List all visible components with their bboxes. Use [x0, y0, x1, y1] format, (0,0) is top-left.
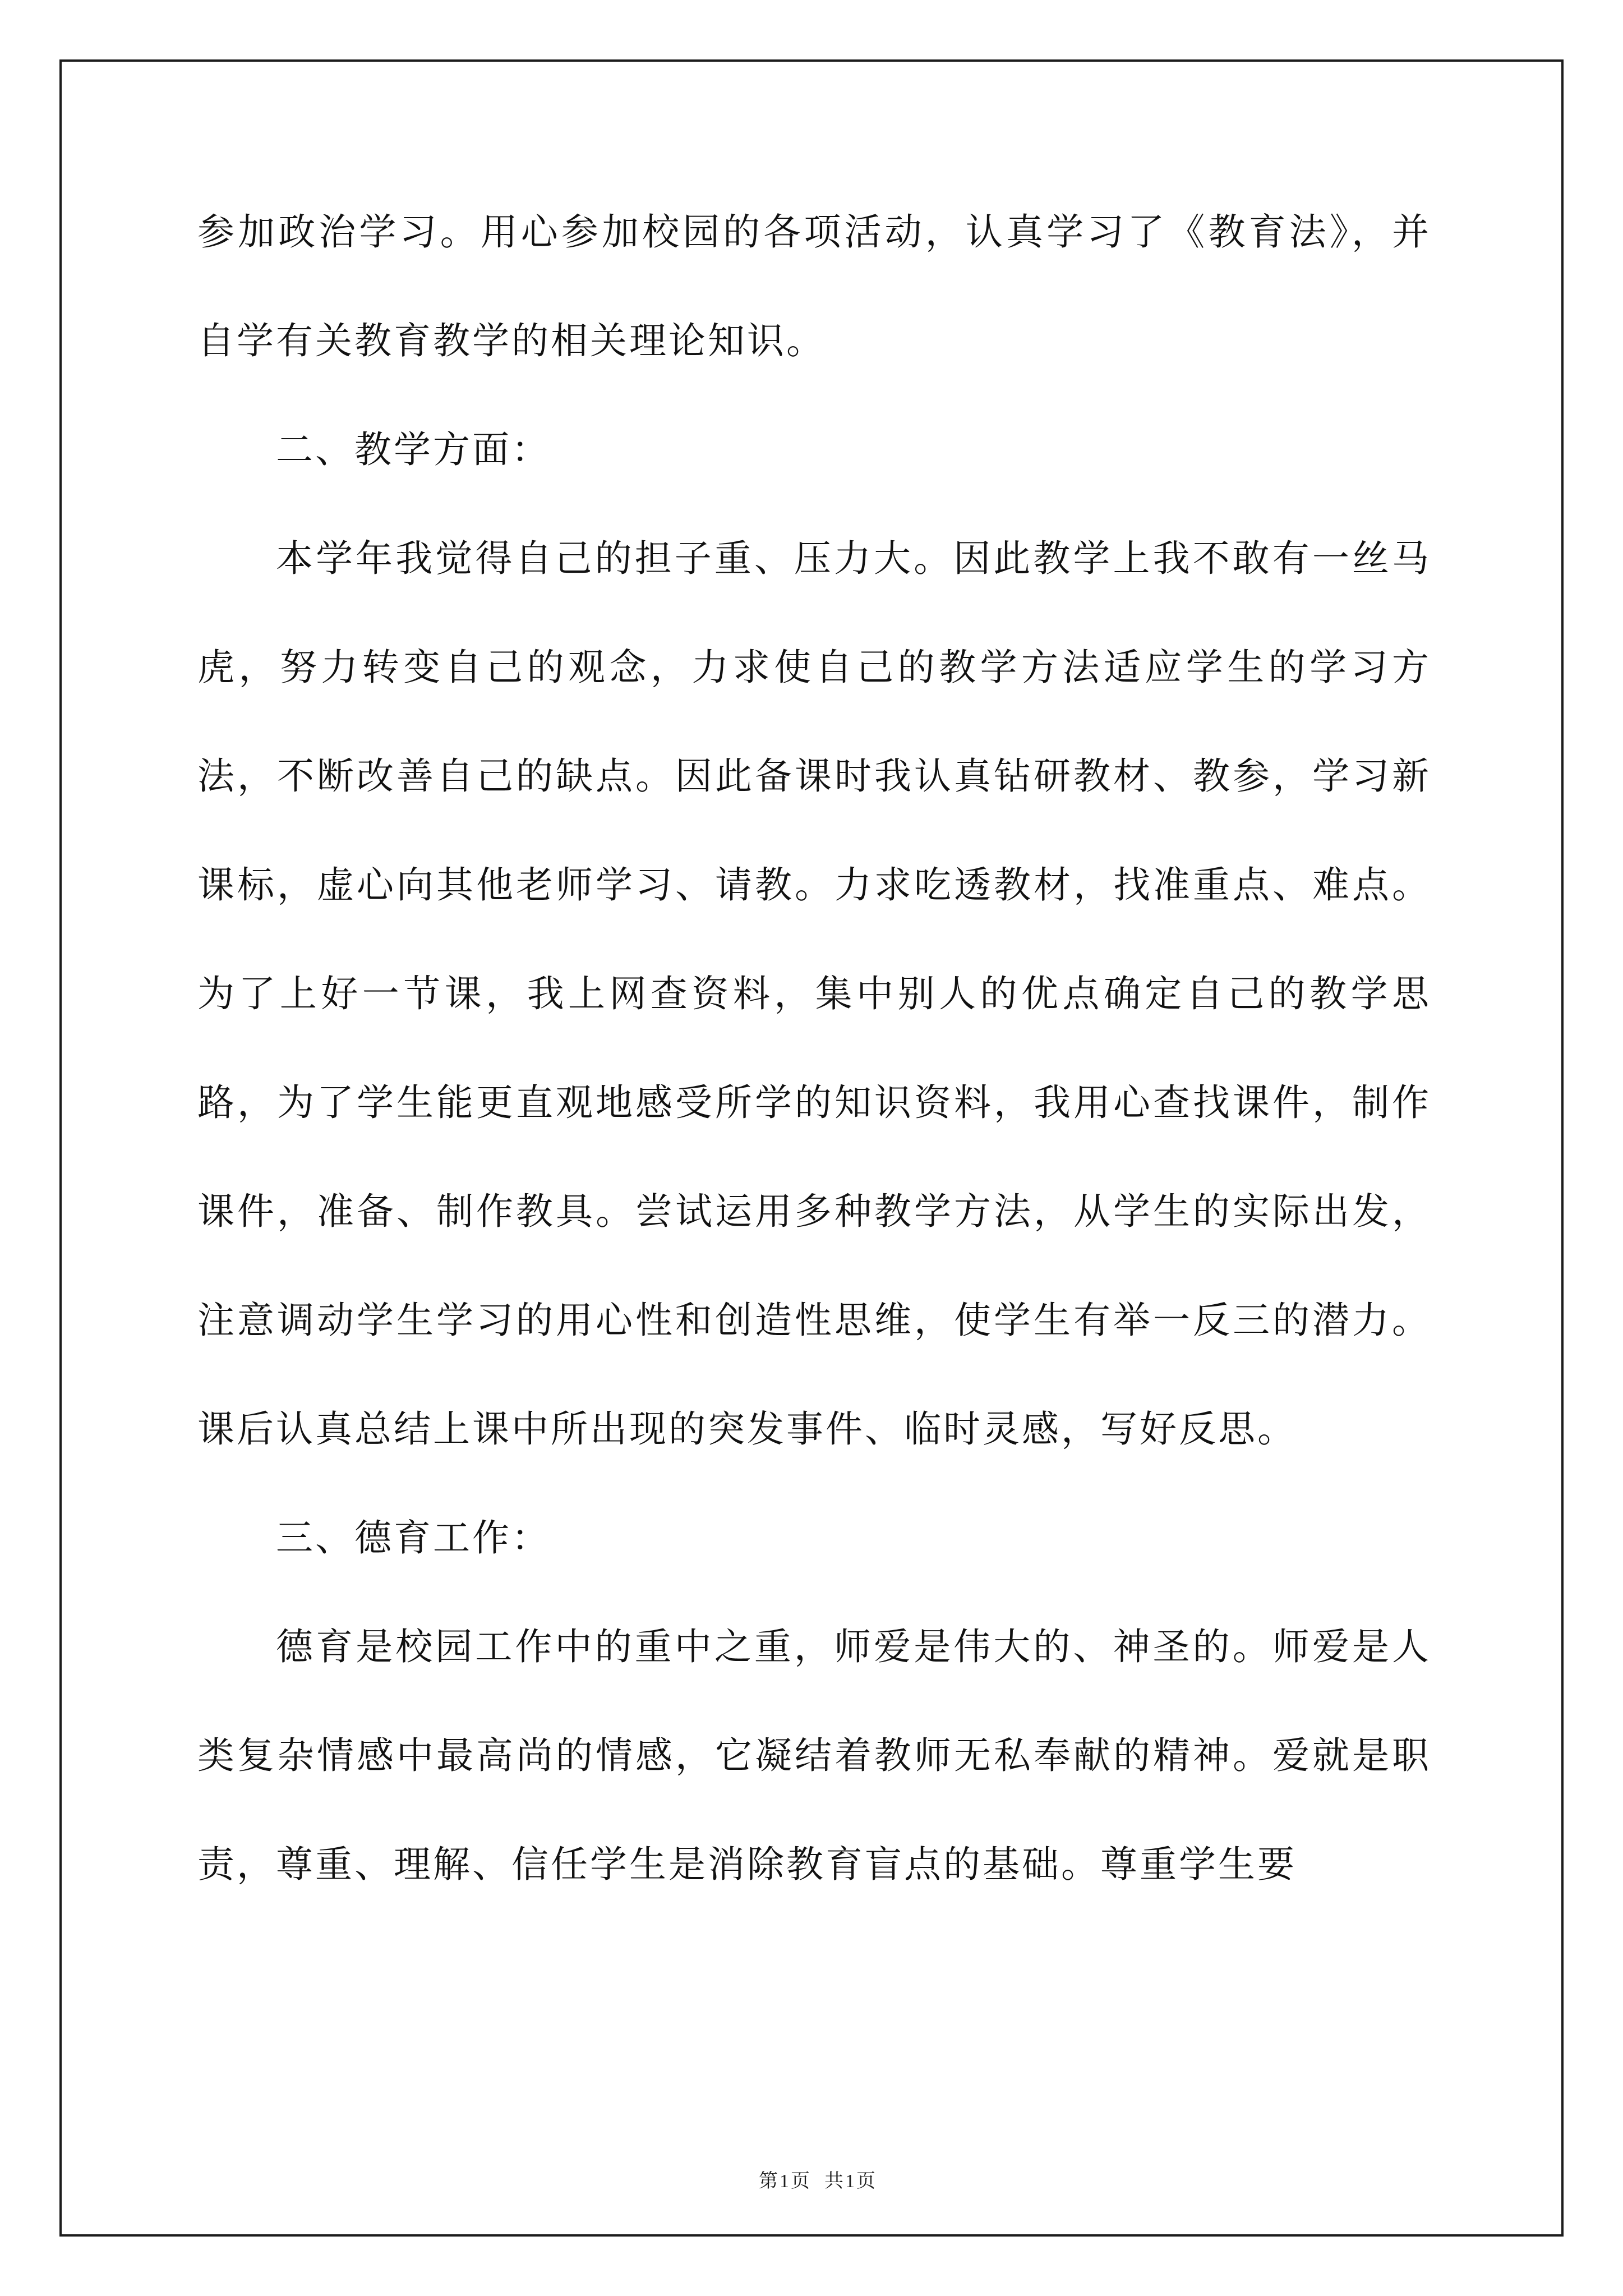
paragraph-continuation: 参加政治学习。用心参加校园的各项活动，认真学习了《教育法》，并自学有关教育教学的相关理论知识。 — [197, 212, 1431, 362]
section-heading-moral-education: 三、德育工作： — [276, 1518, 551, 1559]
paragraph-moral-education-body: 德育是校园工作中的重中之重，师爱是伟大的、神圣的。师爱是人类复杂情感中最高尚的情感，它凝结着教师无私奉献的精神。爱就是职责，尊重、理解、信任学生是消除教育盲点的基础。尊重学生要 — [197, 1627, 1431, 1885]
paragraph-teaching-body: 本学年我觉得自己的担子重、压力大。因此教学上我不敢有一丝马虎，努力转变自己的观念，力求使自己的教学方法适应学生的学习方法，不断改善自己的缺点。因此备课时我认真钻研教材、教参，学习新课标，虚心向其他老师学习、请教。力求吃透教材，找准重点、难点。为了上好一节课，我上网查资料，集中别人的优点确定自己的教学思路，为了学生能更直观地感受所学的知识资料，我用心查找课件，制作课件，准备、制作教具。尝试运用多种教学方法，从学生的实际出发，注意调动学生学习的用心性和创造性思维，使学生有举一反三的潜力。课后认真总结上课中所出现的突发事件、临时灵感，写好反思。 — [197, 539, 1431, 1450]
document-content — [197, 178, 1431, 1920]
page-number-text: 第1页 共1页 — [759, 2171, 877, 2192]
page-footer — [0, 2144, 1623, 2193]
section-heading-teaching: 二、教学方面： — [276, 430, 551, 471]
